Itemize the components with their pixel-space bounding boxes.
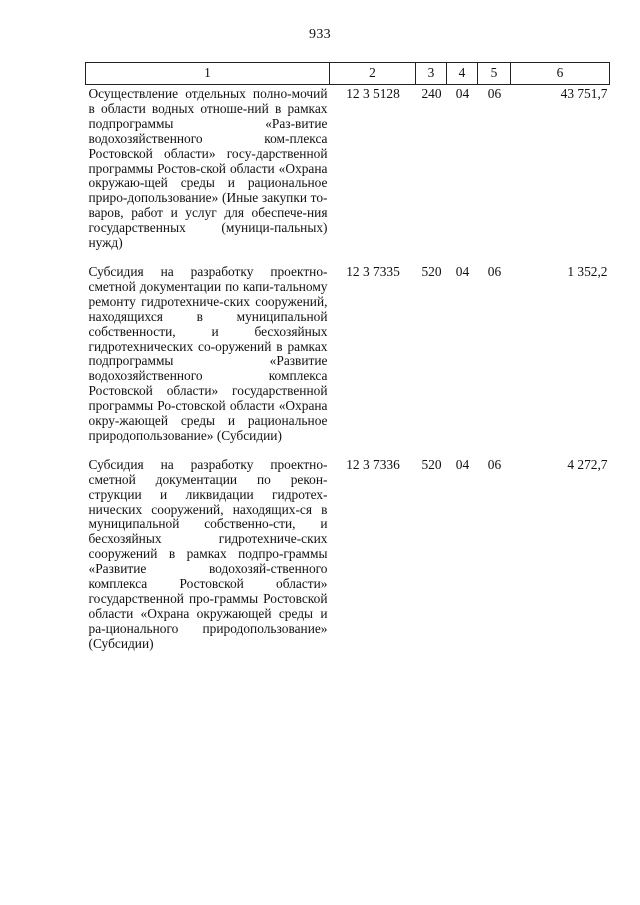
column-header-5: 5 [478,63,511,85]
row-amount: 1 352,2 [567,263,608,279]
column-header-4: 4 [447,63,478,85]
row-section: 04 [455,86,470,101]
row-target-code: 12 3 5128 [346,86,400,101]
column-header-2: 2 [330,63,416,85]
table-row [86,263,610,456]
table-row [86,456,610,664]
column-header-6: 6 [511,63,610,85]
row-subsection: 06 [487,263,502,279]
column-header-3: 3 [416,63,447,85]
row-description: Субсидия на разработку проектно-сметной документации по рекон-струкции и ликвидации гидротех-нических сооружений, находящих-ся в муниципальной собственно-сти, и бесхозяйных гидротехниче-ских сооружений в рамках подпро-граммы «Развитие водохозяй-ственного комплекса Ростовской области» государственной про-граммы Ростовской области «Охрана окружающей среды и ра-ционального природопользование» (Субсидии) [88,456,328,651]
row-subsection: 06 [487,86,502,101]
row-amount: 43 751,7 [560,86,608,101]
row-section: 04 [455,456,470,472]
table-row [86,85,610,263]
page-number: 933 [309,27,331,42]
row-description: Субсидия на разработку проектно-сметной документации по капи-тальному ремонту гидротехниче-ских сооружений, находящихся в муниципальной собственности, и бесхозяйных гидротехнических со-оружений в рамках подпрограммы «Развитие водохозяйственного комплекса Ростовской области» государственной программы Ро-стовской области «Охрана окру-жающей среды и рациональное природопользование» (Субсидии) [88,263,328,443]
row-expense-type: 520 [421,456,442,472]
row-target-code: 12 3 7335 [346,263,400,279]
row-target-code: 12 3 7336 [346,456,400,472]
row-amount: 4 272,7 [567,456,608,472]
row-section: 04 [455,263,470,279]
budget-table [85,62,610,664]
row-subsection: 06 [487,456,502,472]
row-expense-type: 240 [421,86,442,101]
column-number-header-row [86,63,610,85]
row-expense-type: 520 [421,263,442,279]
column-header-1: 1 [86,63,330,85]
row-description: Осуществление отдельных полно-мочий в области водных отноше-ний в рамках подпрограммы «Раз-витие водохозяйственного ком-плекса Ростовской области» госу-дарственной программы Ростов-ской области «Охрана окружаю-щей среды и рациональное приро-допользование» (Иные закупки то-варов, работ и услуг для обеспече-ния государственных (муници-пальных) нужд) [88,86,328,251]
